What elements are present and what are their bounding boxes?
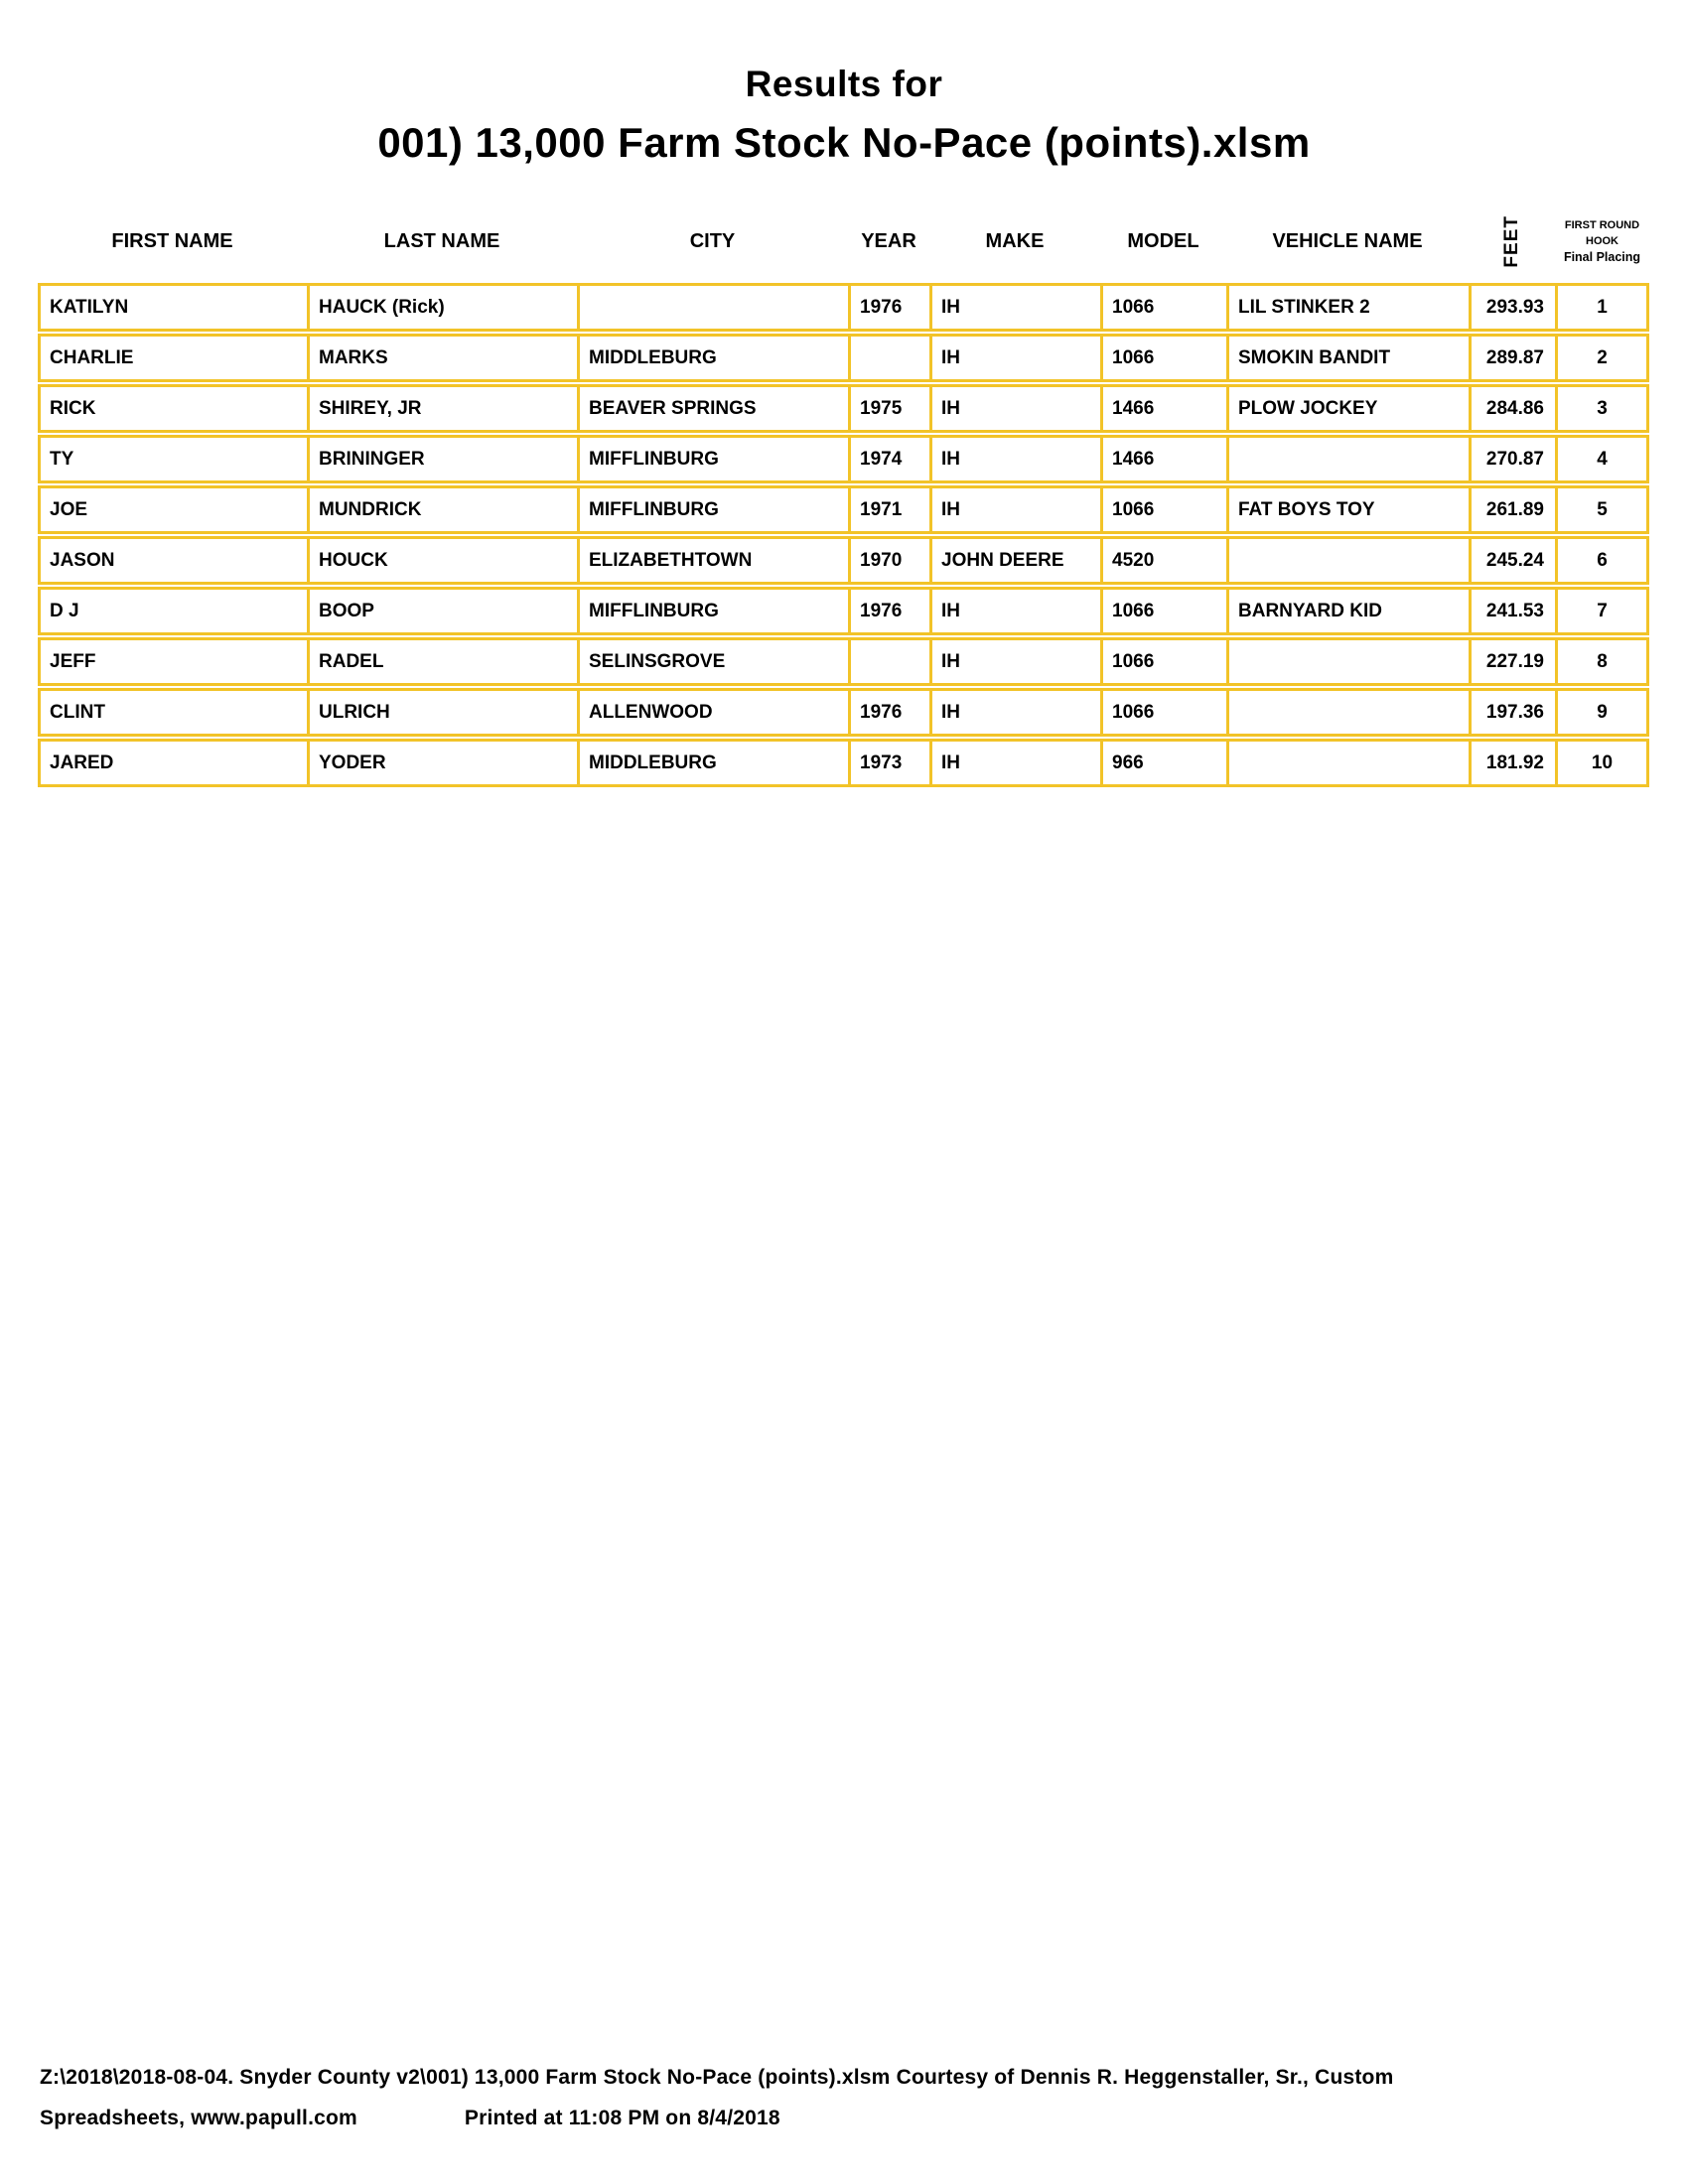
footer-file-path-line: Z:\2018\2018-08-04. Snyder County v2\001) 13,000 Farm Stock No-Pace (points).xlsm Courtesy of Dennis R. Heggenstaller, Sr., Custom <box>40 2066 1394 2089</box>
cell-city <box>580 286 851 329</box>
cell-first-name: CLINT <box>41 691 310 734</box>
cell-vehicle-name <box>1229 742 1472 784</box>
cell-final-placing: 8 <box>1597 650 1608 672</box>
cell-first-name: JASON <box>41 539 310 582</box>
cell-first-name: KATILYN <box>41 286 310 329</box>
col-header-vehicle-name: VEHICLE NAME <box>1272 229 1423 252</box>
cell-city: MIDDLEBURG <box>580 337 851 379</box>
cell-model: 1466 <box>1103 387 1229 430</box>
cell-final-placing: 2 <box>1597 346 1608 368</box>
table-row <box>38 587 1649 635</box>
report-filename-title: 001) 13,000 Farm Stock No-Pace (points).xlsm <box>377 119 1311 166</box>
cell-model: 1066 <box>1103 488 1229 531</box>
cell-city: MIFFLINBURG <box>580 488 851 531</box>
col-header-make: MAKE <box>985 229 1045 252</box>
cell-last-name: BRININGER <box>310 438 580 480</box>
cell-feet: 289.87 <box>1472 337 1558 379</box>
cell-vehicle-name <box>1229 691 1472 734</box>
cell-final-placing: 1 <box>1597 296 1608 318</box>
page-footer <box>40 2057 1658 2138</box>
cell-last-name: YODER <box>310 742 580 784</box>
cell-feet: 284.86 <box>1472 387 1558 430</box>
cell-city: ELIZABETHTOWN <box>580 539 851 582</box>
cell-make: IH <box>932 691 1103 734</box>
cell-last-name: ULRICH <box>310 691 580 734</box>
cell-last-name: BOOP <box>310 590 580 632</box>
cell-vehicle-name <box>1229 539 1472 582</box>
cell-model: 966 <box>1103 742 1229 784</box>
cell-year: 1971 <box>851 488 932 531</box>
cell-make: JOHN DEERE <box>932 539 1103 582</box>
cell-year <box>851 337 932 379</box>
cell-make: IH <box>932 337 1103 379</box>
cell-first-name: JOE <box>41 488 310 531</box>
cell-make: IH <box>932 286 1103 329</box>
cell-make: IH <box>932 640 1103 683</box>
table-row <box>38 435 1649 483</box>
cell-first-name: JARED <box>41 742 310 784</box>
cell-final-placing: 6 <box>1597 549 1608 571</box>
cell-feet: 241.53 <box>1472 590 1558 632</box>
cell-last-name: SHIREY, JR <box>310 387 580 430</box>
cell-final-placing: 5 <box>1597 498 1608 520</box>
cell-year: 1976 <box>851 691 932 734</box>
cell-last-name: HAUCK (Rick) <box>310 286 580 329</box>
cell-first-name: D J <box>41 590 310 632</box>
cell-vehicle-name: LIL STINKER 2 <box>1229 286 1472 329</box>
table-row <box>38 637 1649 686</box>
cell-year: 1970 <box>851 539 932 582</box>
cell-model: 1466 <box>1103 438 1229 480</box>
cell-vehicle-name <box>1229 438 1472 480</box>
cell-last-name: MARKS <box>310 337 580 379</box>
cell-feet: 181.92 <box>1472 742 1558 784</box>
col-header-city: CITY <box>689 229 736 252</box>
table-row <box>38 536 1649 585</box>
cell-final-placing: 7 <box>1597 600 1608 621</box>
table-row <box>38 384 1649 433</box>
cell-feet: 245.24 <box>1472 539 1558 582</box>
table-row <box>38 739 1649 787</box>
cell-city: MIFFLINBURG <box>580 590 851 632</box>
cell-model: 1066 <box>1103 286 1229 329</box>
cell-model: 4520 <box>1103 539 1229 582</box>
table-header-row <box>38 203 1649 280</box>
cell-year: 1973 <box>851 742 932 784</box>
cell-model: 1066 <box>1103 590 1229 632</box>
col-header-feet <box>1469 203 1555 280</box>
cell-final-placing: 3 <box>1597 397 1608 419</box>
cell-first-name: RICK <box>41 387 310 430</box>
cell-vehicle-name: PLOW JOCKEY <box>1229 387 1472 430</box>
cell-make: IH <box>932 387 1103 430</box>
hook-header-line-1: FIRST ROUND <box>1564 219 1640 231</box>
table-body <box>38 283 1649 787</box>
cell-final-placing: 9 <box>1597 701 1608 723</box>
cell-final-placing: 10 <box>1591 751 1614 773</box>
cell-year <box>851 640 932 683</box>
cell-make: IH <box>932 590 1103 632</box>
cell-vehicle-name: SMOKIN BANDIT <box>1229 337 1472 379</box>
table-row <box>38 334 1649 382</box>
cell-make: IH <box>932 488 1103 531</box>
cell-city: BEAVER SPRINGS <box>580 387 851 430</box>
cell-last-name: RADEL <box>310 640 580 683</box>
cell-city: MIDDLEBURG <box>580 742 851 784</box>
cell-first-name: TY <box>41 438 310 480</box>
cell-year: 1976 <box>851 286 932 329</box>
cell-feet: 197.36 <box>1472 691 1558 734</box>
cell-feet: 227.19 <box>1472 640 1558 683</box>
footer-company-text: Spreadsheets, www.papull.com <box>40 2107 357 2129</box>
cell-year: 1976 <box>851 590 932 632</box>
footer-printed-timestamp: Printed at 11:08 PM on 8/4/2018 <box>464 2107 780 2129</box>
cell-city: SELINSGROVE <box>580 640 851 683</box>
cell-first-name: CHARLIE <box>41 337 310 379</box>
cell-model: 1066 <box>1103 640 1229 683</box>
page-title: Results for <box>745 64 943 104</box>
table-row <box>38 283 1649 332</box>
feet-rotated-label: FEET <box>1500 214 1522 268</box>
cell-model: 1066 <box>1103 691 1229 734</box>
cell-feet: 261.89 <box>1472 488 1558 531</box>
cell-last-name: HOUCK <box>310 539 580 582</box>
hook-header-line-2: HOOK <box>1586 235 1618 247</box>
col-header-first-name: FIRST NAME <box>111 229 233 252</box>
table-row <box>38 485 1649 534</box>
col-header-final-placing <box>1555 203 1649 280</box>
cell-feet: 270.87 <box>1472 438 1558 480</box>
table-row <box>38 688 1649 737</box>
cell-first-name: JEFF <box>41 640 310 683</box>
cell-make: IH <box>932 438 1103 480</box>
cell-make: IH <box>932 742 1103 784</box>
cell-city: MIFFLINBURG <box>580 438 851 480</box>
cell-vehicle-name: BARNYARD KID <box>1229 590 1472 632</box>
cell-year: 1974 <box>851 438 932 480</box>
cell-vehicle-name <box>1229 640 1472 683</box>
cell-feet: 293.93 <box>1472 286 1558 329</box>
cell-city: ALLENWOOD <box>580 691 851 734</box>
cell-last-name: MUNDRICK <box>310 488 580 531</box>
col-header-last-name: LAST NAME <box>383 229 500 252</box>
col-header-year: YEAR <box>861 229 916 252</box>
footer-second-line <box>40 2098 1658 2138</box>
cell-final-placing: 4 <box>1597 448 1608 470</box>
col-header-model: MODEL <box>1127 229 1199 252</box>
hook-header-line-3: Final Placing <box>1563 250 1641 264</box>
cell-model: 1066 <box>1103 337 1229 379</box>
cell-year: 1975 <box>851 387 932 430</box>
cell-vehicle-name: FAT BOYS TOY <box>1229 488 1472 531</box>
